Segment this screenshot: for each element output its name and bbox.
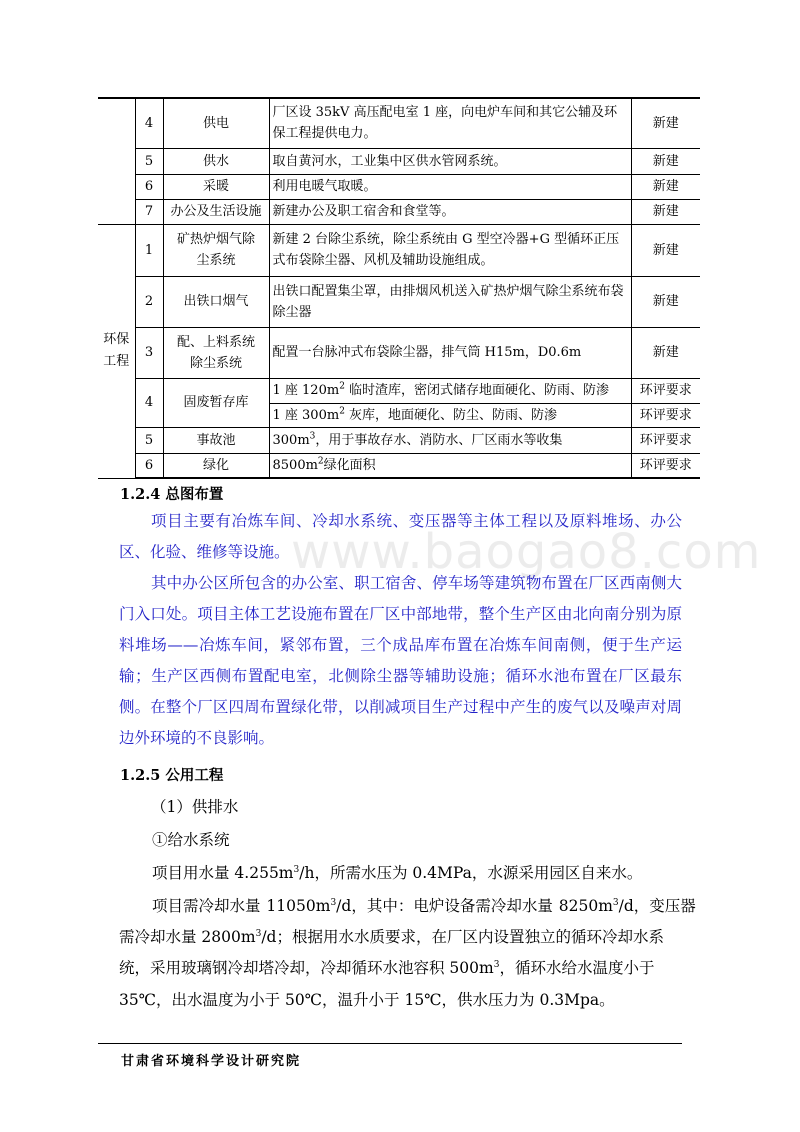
row-number: 3 (135, 327, 163, 378)
subheading-supply-system: ①给水系统 (152, 831, 230, 849)
item-description: 取自黄河水，工业集中区供水管网系统。 (269, 148, 631, 174)
item-name: 配、上料系统除尘系统 (163, 327, 269, 378)
item-description: 1 座 $120m^2$ 临时渣库，密闭式储存地面硬化、防雨、防渗 (269, 378, 631, 403)
item-status: 环评要求 (631, 378, 700, 403)
table-row (98, 98, 700, 148)
table-row (98, 378, 700, 403)
item-description: $300m^3$，用于事故存水、消防水、厂区雨水等收集 (269, 427, 631, 453)
row-number: 6 (135, 453, 163, 478)
item-description: 1 座 $300m^2$ 灰库，地面硬化、防尘、防雨、防渗 (269, 403, 631, 427)
table-row (98, 327, 700, 378)
table-row (98, 453, 700, 478)
item-status: 环评要求 (631, 427, 700, 453)
table-row (98, 148, 700, 174)
section-heading-1-2-4: 1.2.4 总图布置 (120, 486, 224, 503)
paragraph-cooling-line-2: 需冷却水量 $2800m^3/d$；根据用水水质要求，在厂区内设置独立的循环冷却水系 (119, 928, 664, 946)
item-description: 新建 2 台除尘系统，除尘系统由 G 型空冷器+G 型循环正压式布袋除尘器、风机及辅助设施组成。 (269, 224, 631, 276)
row-number: 1 (135, 224, 163, 276)
project-table (98, 97, 700, 479)
item-description: 配置一台脉冲式布袋除尘器，排气筒 H15m，D0.6m (269, 327, 631, 378)
item-name: 供电 (163, 98, 269, 148)
table-row (98, 199, 700, 224)
row-number: 7 (135, 199, 163, 224)
category-cell (98, 98, 135, 224)
watermark: www.baogao8.com (291, 524, 762, 580)
item-description: 厂区设 35kV 高压配电室 1 座，向电炉车间和其它公辅及环保工程提供电力。 (269, 98, 631, 148)
item-description: $8500m^2$绿化面积 (269, 453, 631, 478)
item-name: 办公及生活设施 (163, 199, 269, 224)
paragraph-cooling-line-4: 35℃，出水温度为小于 50℃，温升小于 15℃，供水压力为 0.3Mpa。 (119, 991, 615, 1009)
item-description: 出铁口配置集尘罩，由排烟风机送入矿热炉烟气除尘系统布袋除尘器 (269, 276, 631, 327)
row-number: 6 (135, 174, 163, 199)
table-row (98, 174, 700, 199)
paragraph-cooling-line-1: 项目需冷却水量 $11050m^3/d$，其中：电炉设备需冷却水量 $8250m^3/d$，变压器 (152, 897, 696, 915)
item-name: 矿热炉烟气除尘系统 (163, 224, 269, 276)
category-cell: 环保工程 (98, 224, 135, 478)
table-row (98, 427, 700, 453)
row-number: 5 (135, 427, 163, 453)
item-status: 新建 (631, 98, 700, 148)
paragraph-cooling-line-3: 统，采用玻璃钢冷却塔冷却，冷却循环水池容积 $500m^3$，循环水给水温度小于 (119, 959, 655, 977)
footer-institute: 甘肃省环境科学设计研究院 (121, 1054, 302, 1069)
paragraph-layout-detail: 其中办公区所包含的办公室、职工宿舍、停车场等建筑物布置在厂区西南侧大门入口处。项目主体工艺设施布置在厂区中部地带，整个生产区由北向南分别为原料堆场——冶炼车间，紧邻布置，三个成品库布置在冶炼车间南侧，便于生产运输；生产区西侧布置配电室，北侧除尘器等辅助设施；循环水池布置在厂区最东侧。在整个厂区四周布置绿化带，以削减项目生产过程中产生的废气以及噪声对周边外环境的不良影响。 (119, 574, 682, 747)
row-number: 5 (135, 148, 163, 174)
item-name: 供水 (163, 148, 269, 174)
item-name: 事故池 (163, 427, 269, 453)
item-name: 固废暂存库 (163, 378, 269, 427)
item-status: 新建 (631, 174, 700, 199)
subheading-water-supply: （1）供排水 (151, 798, 239, 816)
item-name: 绿化 (163, 453, 269, 478)
row-number: 4 (135, 98, 163, 148)
item-status: 新建 (631, 148, 700, 174)
item-status: 新建 (631, 199, 700, 224)
item-status: 环评要求 (631, 403, 700, 427)
footer-divider (98, 1043, 682, 1044)
paragraph-layout-intro: 项目主要有冶炼车间、冷却水系统、变压器等主体工程以及原料堆场、办公区、化验、维修等设施。 (119, 512, 682, 561)
row-number: 4 (135, 378, 163, 427)
paragraph-water-usage: 项目用水量 $4.255m^3/h$，所需水压为 0.4MPa，水源采用园区自来水。 (152, 864, 643, 882)
item-status: 新建 (631, 276, 700, 327)
item-name: 采暖 (163, 174, 269, 199)
table-row (98, 224, 700, 276)
section-heading-1-2-5: 1.2.5 公用工程 (120, 767, 224, 784)
row-number: 2 (135, 276, 163, 327)
item-status: 环评要求 (631, 453, 700, 478)
table-row (98, 276, 700, 327)
item-description: 新建办公及职工宿舍和食堂等。 (269, 199, 631, 224)
item-description: 利用电暖气取暖。 (269, 174, 631, 199)
item-name: 出铁口烟气 (163, 276, 269, 327)
item-status: 新建 (631, 327, 700, 378)
item-status: 新建 (631, 224, 700, 276)
